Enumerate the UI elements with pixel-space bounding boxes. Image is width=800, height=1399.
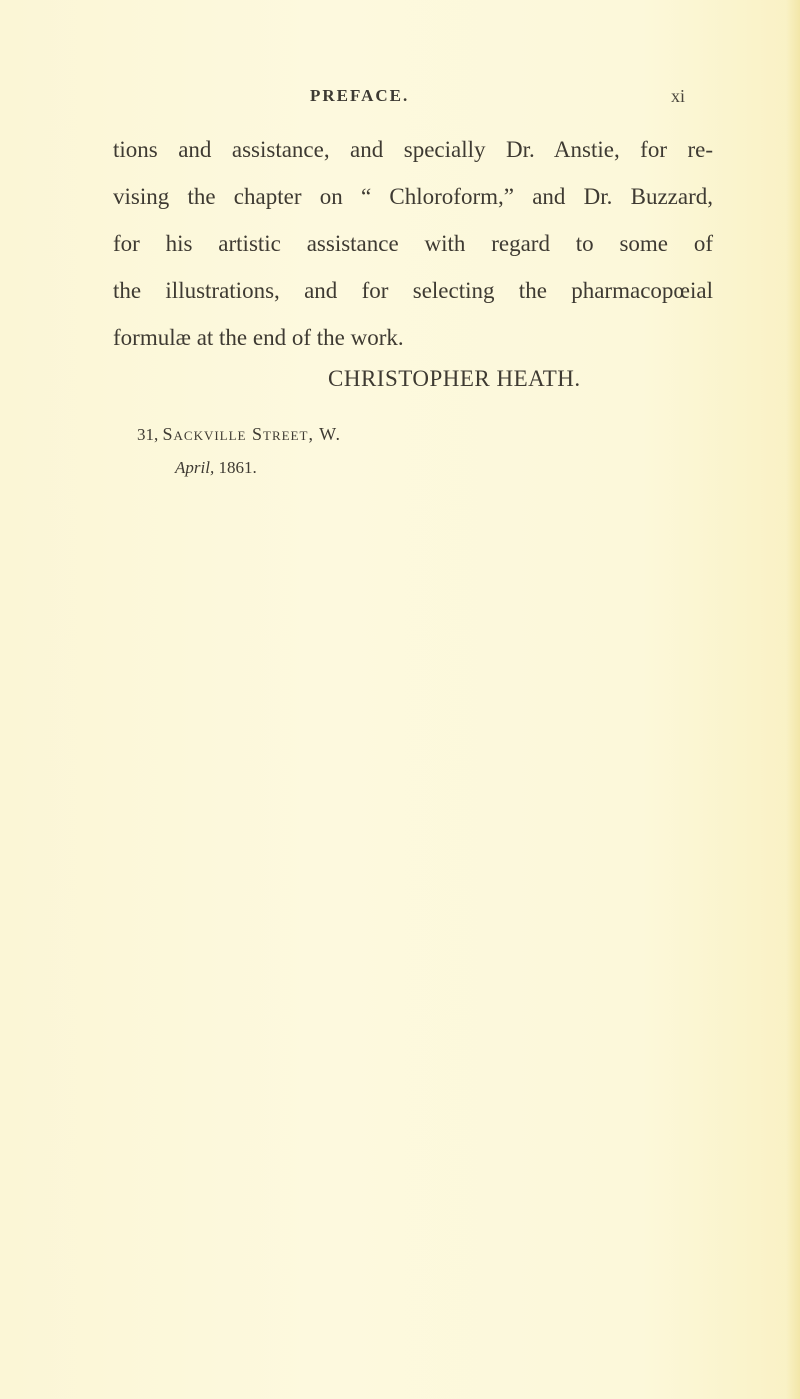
running-head xyxy=(0,80,800,110)
text-line: for his artistic assistance with regard to some of xyxy=(113,231,713,256)
body-paragraph xyxy=(113,126,713,361)
page-edge-shading xyxy=(786,0,800,1399)
date-line xyxy=(175,458,257,478)
address-street: Sackville Street, W. xyxy=(162,424,341,444)
text-line: vising the chapter on “ Chloroform,” and Dr. Buzzard, xyxy=(113,184,713,209)
date-year: 1861. xyxy=(218,458,257,477)
address xyxy=(137,424,341,445)
text-line: the illustrations, and for selecting the pharmacopœial xyxy=(113,278,713,303)
author-signature: CHRISTOPHER HEATH. xyxy=(328,366,581,391)
running-title: PREFACE. xyxy=(310,86,410,105)
text-line: tions and assistance, and specially Dr. Anstie, for re- xyxy=(113,137,713,162)
address-number: 31, xyxy=(137,425,159,444)
date-month: April, xyxy=(175,458,215,477)
page-number: xi xyxy=(671,86,686,106)
text-line: formulæ at the end of the work. xyxy=(113,325,404,350)
